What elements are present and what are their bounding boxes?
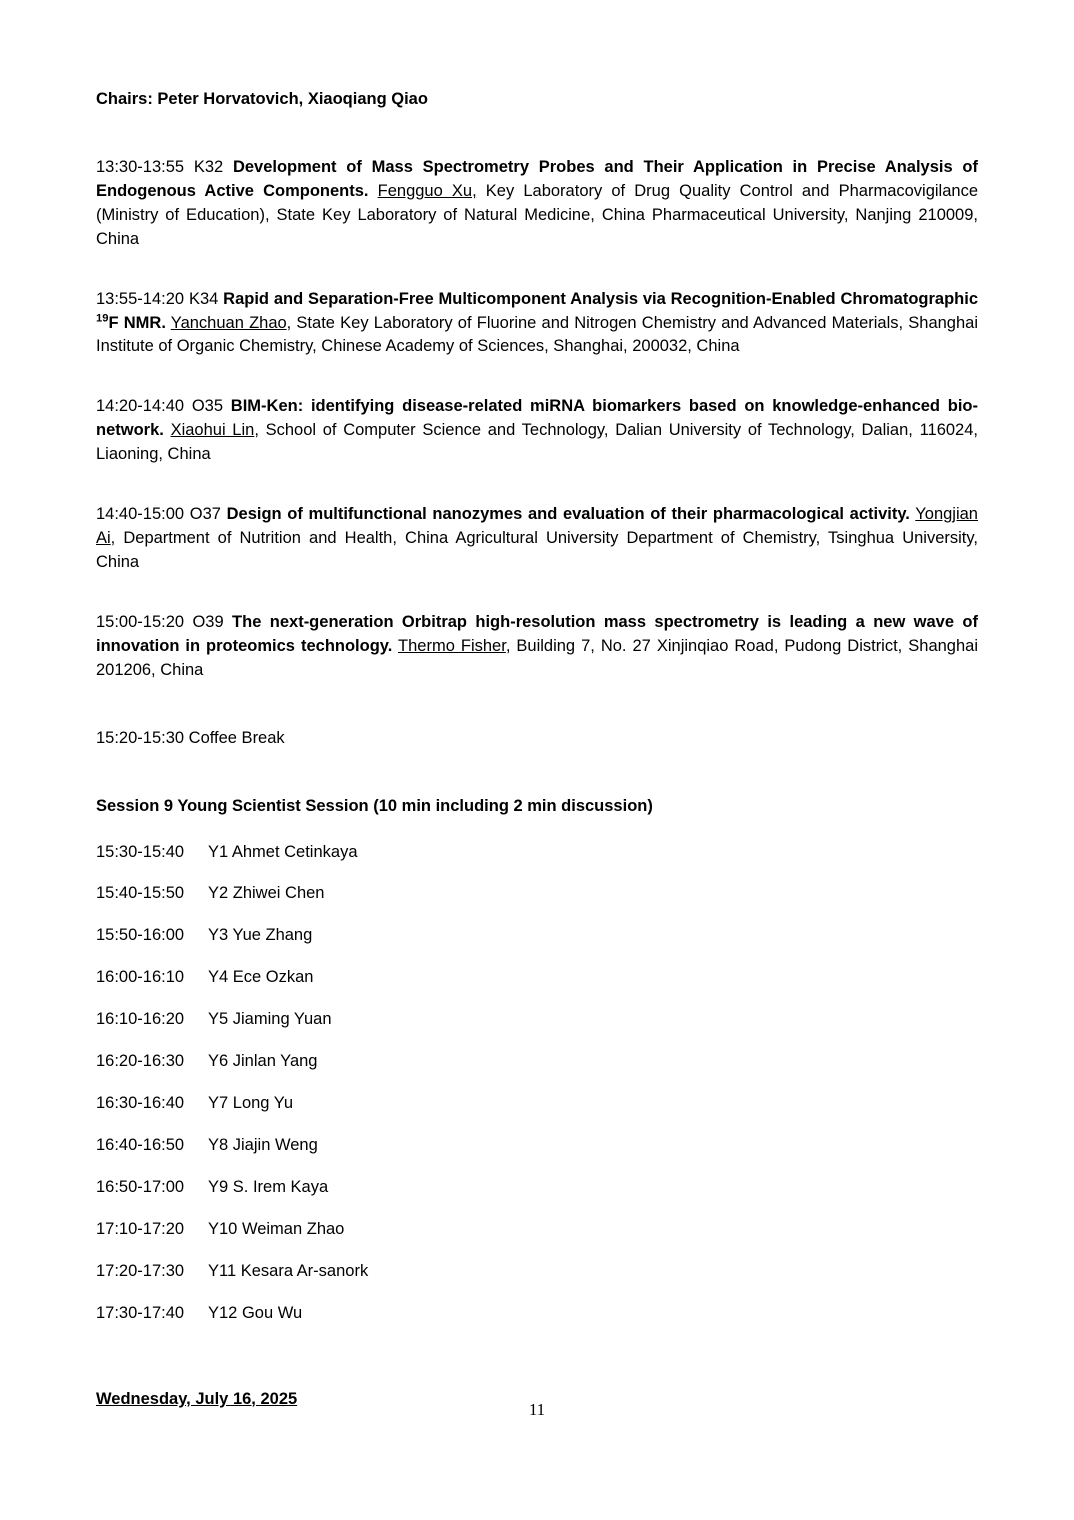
ys-time: 15:30-15:40 bbox=[96, 842, 185, 861]
session-heading: Session 9 Young Scientist Session (10 min including 2 min discussion) bbox=[96, 796, 653, 815]
talk-code: O39 bbox=[192, 612, 224, 631]
talk-title: Design of multifunctional nanozymes and evaluation of their pharmacological activity. bbox=[226, 505, 910, 524]
list-item bbox=[96, 882, 978, 906]
coffee-break-line: 15:20-15:30 Coffee Break bbox=[96, 728, 285, 747]
chairs-line: Chairs: Peter Horvatovich, Xiaoqiang Qiao bbox=[96, 90, 428, 108]
talk-entry-k32 bbox=[96, 156, 978, 252]
ys-label: Y10 Weiman Zhao bbox=[208, 1219, 345, 1238]
list-item bbox=[96, 1302, 978, 1326]
ys-label: Y11 Kesara Ar-sanork bbox=[208, 1261, 369, 1280]
talk-time: 15:00-15:20 bbox=[96, 612, 185, 631]
list-item bbox=[96, 1092, 978, 1116]
ys-time: 17:30-17:40 bbox=[96, 1303, 185, 1322]
spacer bbox=[96, 751, 978, 795]
ys-time: 17:20-17:30 bbox=[96, 1261, 185, 1280]
talk-speaker: Xiaohui Lin bbox=[170, 421, 255, 440]
list-item bbox=[96, 1008, 978, 1032]
spacer bbox=[96, 1344, 978, 1388]
talk-affiliation: , Building 7, No. 27 Xinjinqiao Road, Pudong District, Shanghai 201206, China bbox=[96, 636, 978, 679]
list-item bbox=[96, 1176, 978, 1200]
talk-affiliation: , Department of Nutrition and Health, China Agricultural University Department of Chemistry, Tsinghua University, China bbox=[96, 529, 978, 571]
ys-label: Y3 Yue Zhang bbox=[208, 926, 313, 945]
spacer bbox=[96, 819, 978, 841]
date-heading: Wednesday, July 16, 2025 bbox=[96, 1389, 298, 1408]
talk-entry-o35 bbox=[96, 395, 978, 467]
ys-label: Y1 Ahmet Cetinkaya bbox=[208, 842, 358, 861]
talk-affiliation: , State Key Laboratory of Fluorine and Nitrogen Chemistry and Advanced Materials, Shanghai Institute of Organic Chemistry, Chinese Academy of Sciences, Shanghai, 200032, China bbox=[96, 313, 978, 356]
list-item bbox=[96, 1218, 978, 1242]
list-item bbox=[96, 1260, 978, 1284]
young-scientist-list bbox=[96, 841, 978, 1326]
talk-code: O37 bbox=[189, 505, 221, 524]
ys-label: Y8 Jiajin Weng bbox=[208, 1135, 318, 1154]
talk-affiliation: , School of Computer Science and Technology, Dalian University of Technology, Dalian, 116024, Liaoning, China bbox=[96, 421, 978, 464]
ys-label: Y7 Long Yu bbox=[208, 1094, 294, 1113]
talk-title: BIM-Ken: identifying disease-related miRNA biomarkers based on knowledge-enhanced bio-network. bbox=[96, 397, 978, 440]
ys-time: 17:10-17:20 bbox=[96, 1219, 185, 1238]
spacer bbox=[96, 575, 978, 611]
spacer bbox=[96, 683, 978, 727]
ys-time: 16:30-16:40 bbox=[96, 1094, 185, 1113]
list-item bbox=[96, 1134, 978, 1158]
page-number: 11 bbox=[528, 1400, 546, 1419]
ys-label: Y2 Zhiwei Chen bbox=[208, 884, 325, 903]
ys-time: 16:10-16:20 bbox=[96, 1010, 185, 1029]
talk-code: O35 bbox=[191, 397, 224, 416]
ys-time: 16:00-16:10 bbox=[96, 968, 185, 987]
talk-entry-k34 bbox=[96, 288, 978, 360]
list-item bbox=[96, 966, 978, 990]
list-item bbox=[96, 924, 978, 948]
talk-entry-o37 bbox=[96, 503, 978, 575]
talk-title-pre: Rapid and Separation-Free Multicomponent Analysis via Recognition-Enabled Chromatographic bbox=[223, 289, 978, 308]
talk-affiliation: Key Laboratory of Drug Quality Control and Pharmacovigilance (Ministry of Education), State Key Laboratory of Natural Medicine, China Pharmaceutical University, Nanjing 210009, China bbox=[96, 181, 978, 248]
spacer bbox=[96, 467, 978, 503]
talk-time: 13:30-13:55 bbox=[96, 157, 185, 176]
talk-title: The next-generation Orbitrap high-resolution mass spectrometry is leading a new wave of innovation in proteomics technology. bbox=[96, 612, 978, 655]
talk-time: 14:20-14:40 bbox=[96, 397, 185, 416]
spacer bbox=[96, 359, 978, 395]
list-item bbox=[96, 841, 978, 865]
ys-time: 15:40-15:50 bbox=[96, 884, 185, 903]
talk-speaker: Yongjian Ai bbox=[96, 505, 978, 548]
talk-speaker: Fengguo Xu, bbox=[377, 181, 477, 200]
spacer bbox=[96, 112, 978, 156]
talk-speaker: Thermo Fisher bbox=[398, 636, 506, 655]
talk-title-post: F NMR. bbox=[108, 313, 166, 332]
talk-code: K34 bbox=[188, 289, 219, 308]
talk-code: K32 bbox=[193, 157, 224, 176]
list-item bbox=[96, 1050, 978, 1074]
ys-label: Y9 S. Irem Kaya bbox=[208, 1177, 329, 1196]
ys-time: 15:50-16:00 bbox=[96, 926, 185, 945]
ys-label: Y12 Gou Wu bbox=[208, 1303, 303, 1322]
talk-time: 14:40-15:00 bbox=[96, 505, 185, 524]
ys-label: Y6 Jinlan Yang bbox=[208, 1052, 318, 1071]
ys-label: Y4 Ece Ozkan bbox=[208, 968, 314, 987]
talk-title-superscript: 19 bbox=[96, 312, 109, 325]
spacer bbox=[96, 252, 978, 288]
ys-time: 16:40-16:50 bbox=[96, 1135, 185, 1154]
ys-time: 16:20-16:30 bbox=[96, 1052, 185, 1071]
ys-time: 16:50-17:00 bbox=[96, 1177, 185, 1196]
talk-entry-o39 bbox=[96, 611, 978, 683]
talk-speaker: Yanchuan Zhao bbox=[170, 313, 287, 332]
talk-time: 13:55-14:20 bbox=[96, 289, 185, 308]
ys-label: Y5 Jiaming Yuan bbox=[208, 1010, 332, 1029]
talk-title: Development of Mass Spectrometry Probes and Their Application in Precise Analysis of Endogenous Active Components. bbox=[96, 157, 978, 200]
